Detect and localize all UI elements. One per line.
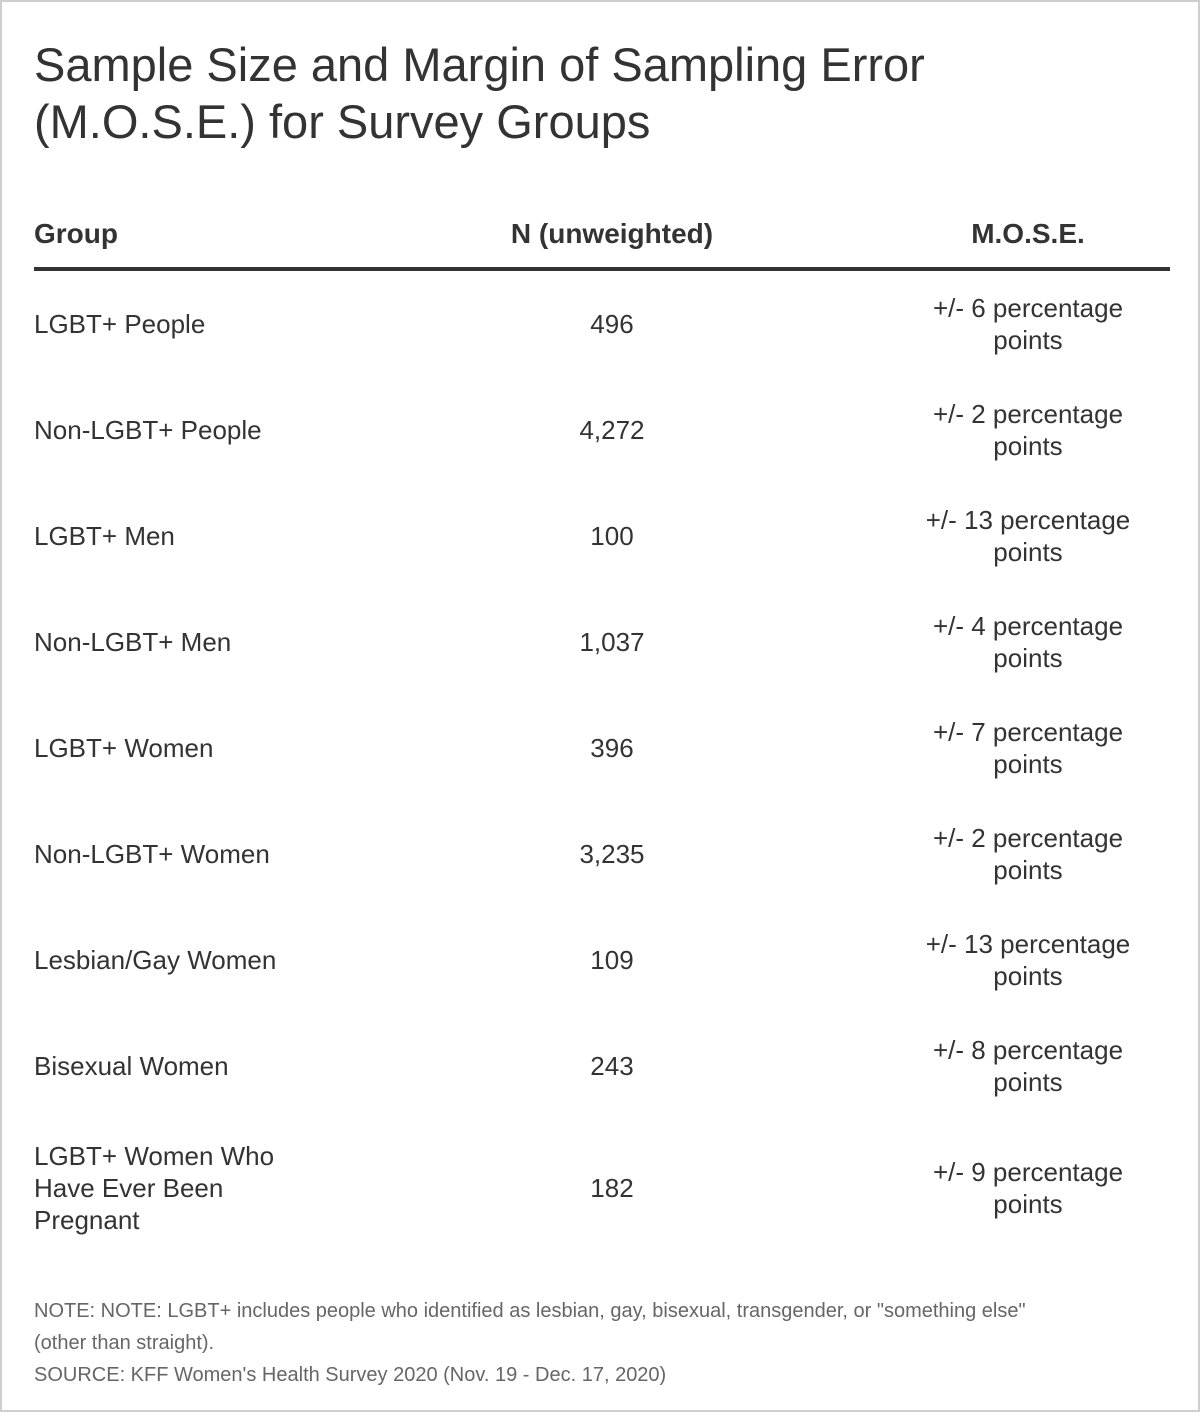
group-cell — [34, 944, 334, 976]
group-cell-line: LGBT+ Men — [34, 521, 175, 551]
mose-cell — [888, 716, 1168, 780]
header-rule — [34, 267, 1170, 271]
mose-cell — [888, 610, 1168, 674]
mose-cell-line: +/- 13 percentage — [925, 929, 1131, 959]
page-title — [34, 36, 1034, 150]
group-cell-line: LGBT+ Women Who — [34, 1141, 275, 1171]
title-line-1: Sample Size and Margin of Sampling Error — [34, 38, 925, 91]
group-cell — [34, 520, 334, 552]
mose-cell-line: points — [993, 961, 1063, 991]
n-cell — [412, 414, 812, 446]
group-cell-line: Non-LGBT+ Men — [34, 627, 232, 657]
group-cell — [34, 732, 334, 764]
n-cell — [412, 520, 812, 552]
n-cell-line: 1,037 — [579, 627, 645, 657]
group-cell-line: LGBT+ Women — [34, 733, 214, 763]
n-cell-line: 496 — [590, 309, 634, 339]
mose-cell — [888, 928, 1168, 992]
group-cell — [34, 838, 334, 870]
n-cell — [412, 308, 812, 340]
mose-cell-line: +/- 8 percentage — [932, 1035, 1124, 1065]
group-cell-line: Non-LGBT+ Women — [34, 839, 270, 869]
group-cell-line: Pregnant — [34, 1205, 140, 1235]
mose-cell-line: points — [993, 749, 1063, 779]
mose-cell-line: points — [993, 431, 1063, 461]
note-line-2: (other than straight). — [34, 1332, 215, 1354]
n-cell-line: 109 — [590, 945, 634, 975]
mose-cell — [888, 292, 1168, 356]
n-cell — [412, 838, 812, 870]
n-cell — [412, 732, 812, 764]
mose-cell-line: +/- 9 percentage — [932, 1157, 1124, 1187]
mose-cell-line: points — [993, 855, 1063, 885]
group-cell-line: Bisexual Women — [34, 1051, 229, 1081]
n-cell-line: 243 — [590, 1051, 634, 1081]
n-cell-line: 4,272 — [579, 415, 645, 445]
column-header-group: Group — [34, 218, 118, 249]
n-cell-line: 396 — [590, 733, 634, 763]
group-cell — [34, 1140, 334, 1236]
mose-cell-line: +/- 7 percentage — [932, 717, 1124, 747]
mose-cell-line: points — [993, 1189, 1063, 1219]
group-cell — [34, 414, 334, 446]
mose-cell-line: +/- 4 percentage — [932, 611, 1124, 641]
n-cell-line: 182 — [590, 1173, 634, 1203]
mose-cell — [888, 822, 1168, 886]
group-cell-line: Non-LGBT+ People — [34, 415, 262, 445]
mose-cell-line: points — [993, 1067, 1063, 1097]
group-cell — [34, 308, 334, 340]
mose-cell — [888, 1034, 1168, 1098]
title-line-2: (M.O.S.E.) for Survey Groups — [34, 95, 651, 148]
n-cell — [412, 944, 812, 976]
n-cell — [412, 1050, 812, 1082]
group-cell-line: LGBT+ People — [34, 309, 206, 339]
mose-cell-line: points — [993, 325, 1063, 355]
n-cell — [412, 626, 812, 658]
mose-cell-line: +/- 2 percentage — [932, 399, 1124, 429]
group-cell-line: Have Ever Been — [34, 1173, 224, 1203]
mose-cell-line: points — [993, 643, 1063, 673]
group-cell — [34, 626, 334, 658]
mose-cell-line: +/- 2 percentage — [932, 823, 1124, 853]
n-cell — [412, 1172, 812, 1204]
column-header-n: N (unweighted) — [510, 218, 714, 249]
mose-cell — [888, 1156, 1168, 1220]
mose-cell — [888, 504, 1168, 568]
column-header-mose: M.O.S.E. — [971, 218, 1085, 249]
group-cell-line: Lesbian/Gay Women — [34, 945, 277, 975]
mose-cell-line: +/- 13 percentage — [925, 505, 1131, 535]
n-cell-line: 3,235 — [579, 839, 645, 869]
mose-cell — [888, 398, 1168, 462]
mose-cell-line: points — [993, 537, 1063, 567]
n-cell-line: 100 — [590, 521, 634, 551]
source-line: SOURCE: KFF Women's Health Survey 2020 (Nov. 19 - Dec. 17, 2020) — [34, 1364, 667, 1386]
notes — [34, 1295, 1154, 1391]
group-cell — [34, 1050, 334, 1082]
mose-cell-line: +/- 6 percentage — [932, 293, 1124, 323]
note-line-1: NOTE: NOTE: LGBT+ includes people who identified as lesbian, gay, bisexual, transgender, or "something else" — [34, 1300, 1026, 1322]
